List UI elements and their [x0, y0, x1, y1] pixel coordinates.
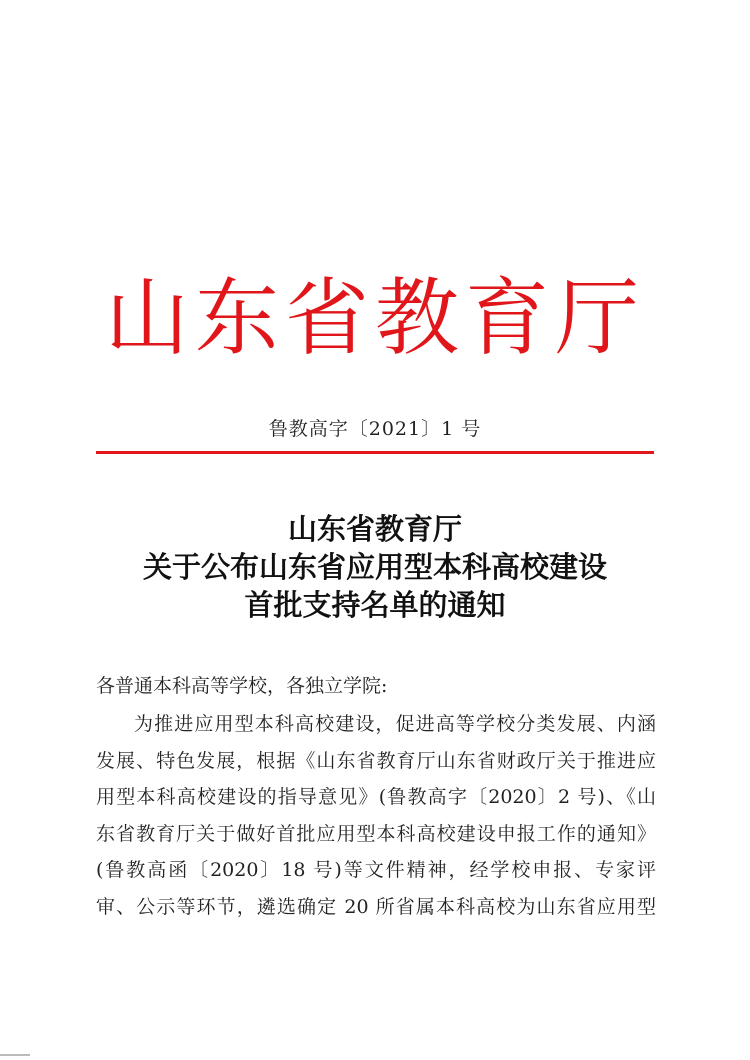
salutation: 各普通本科高等学校，各独立学院:	[96, 675, 388, 697]
notice-title-line-3: 首批支持名单的通知	[244, 588, 506, 622]
notice-title-line-1: 山东省教育厅	[287, 512, 462, 546]
body-line: 发展、特色发展，根据《山东省教育厅山东省财政厅关于推进应	[96, 749, 656, 772]
body-line: 审、公示等环节，遴选确定 20 所省属本科高校为山东省应用型	[96, 895, 656, 918]
page-edge-mark	[0, 1054, 30, 1056]
red-divider-line	[96, 451, 654, 454]
notice-title	[0, 510, 750, 624]
body-line: (鲁教高函〔2020〕18 号)等文件精神，经学校申报、专家评	[96, 859, 656, 881]
body-paragraph	[96, 706, 656, 925]
issuing-agency-header: 山东省教育厅	[104, 269, 645, 367]
body-line: 为推进应用型本科高校建设，促进高等学校分类发展、内涵	[134, 713, 656, 735]
body-line: 用型本科高校建设的指导意见》(鲁教高字〔2020〕2 号)、《山	[96, 786, 656, 808]
document-number: 鲁教高字〔2021〕1 号	[268, 418, 482, 440]
notice-title-line-2: 关于公布山东省应用型本科高校建设	[142, 550, 607, 584]
body-line: 东省教育厅关于做好首批应用型本科高校建设申报工作的通知》	[96, 822, 656, 845]
